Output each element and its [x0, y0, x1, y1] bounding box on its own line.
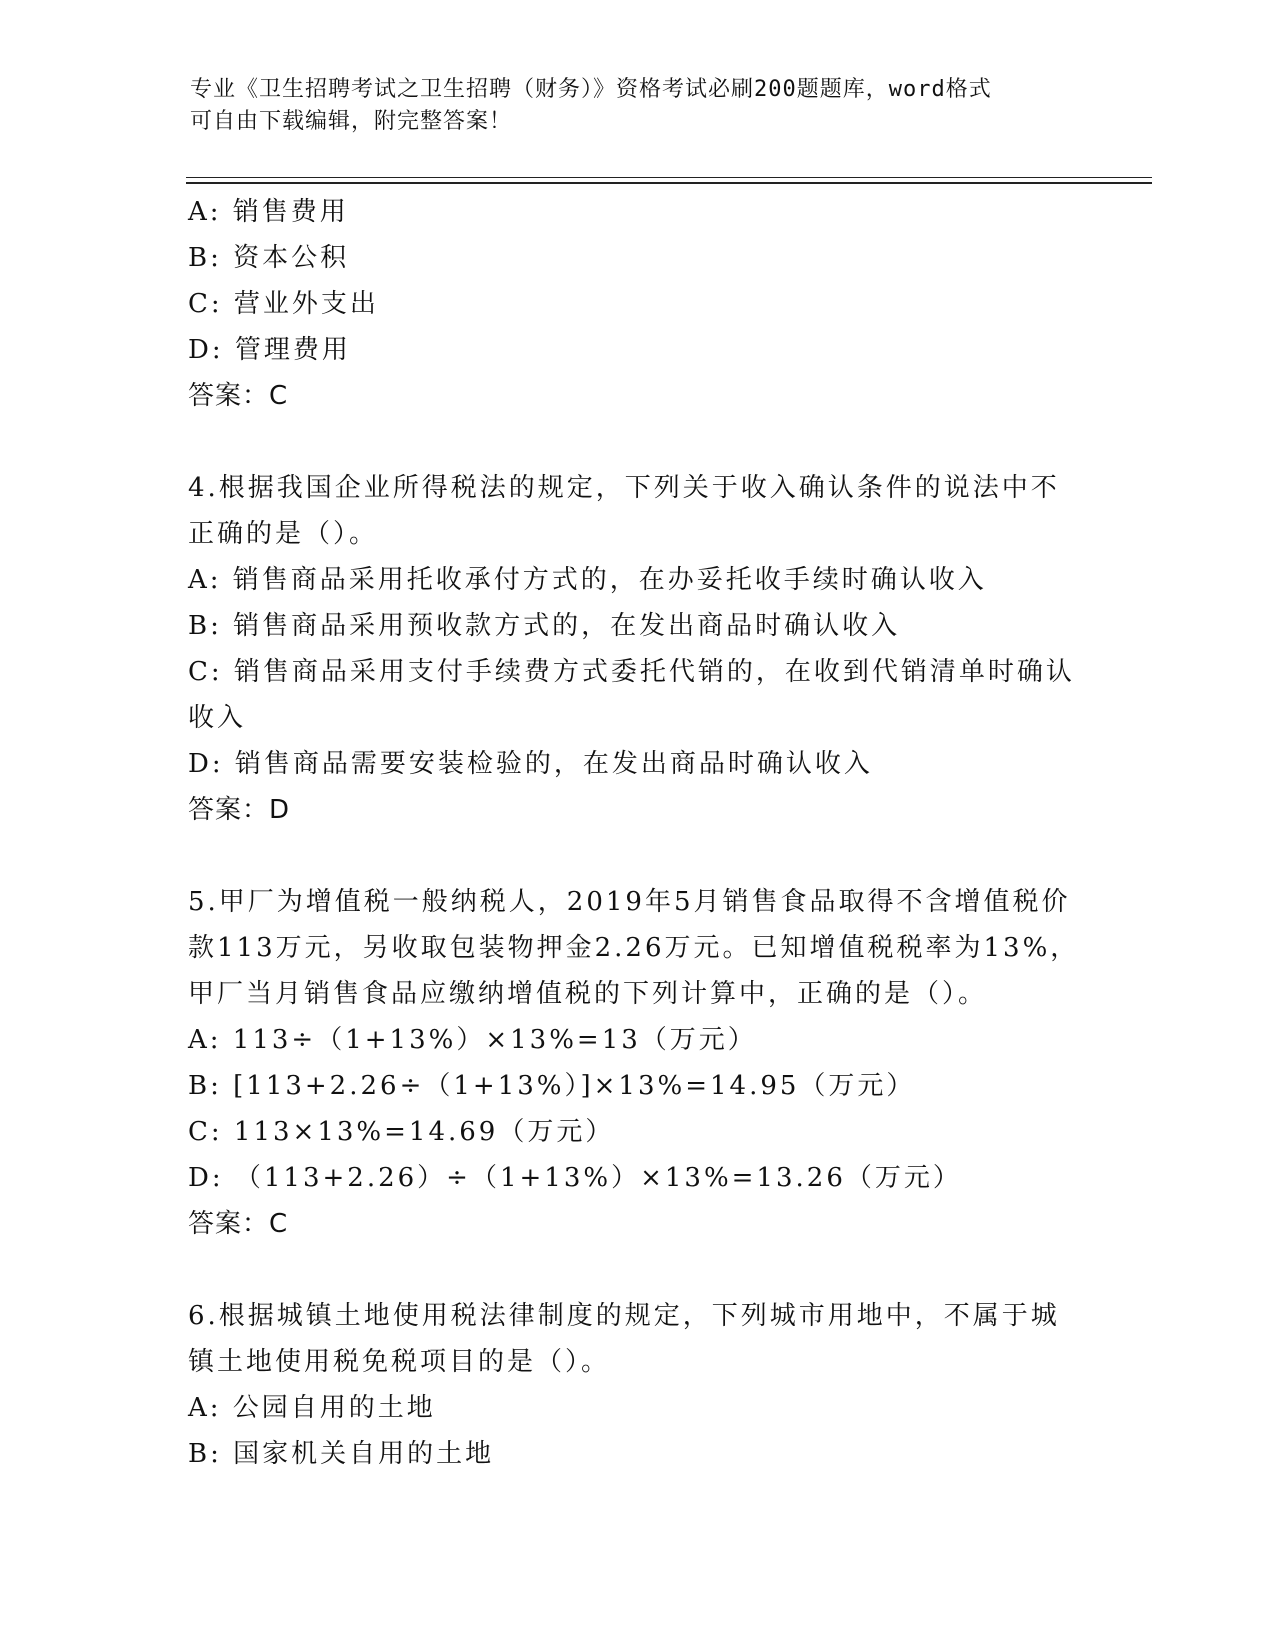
question-stem: 6.根据城镇土地使用税法律制度的规定，下列城市用地中，不属于城 — [188, 1301, 1060, 1331]
option-c: C: 113×13%=14.69（万元） — [188, 1117, 615, 1147]
header-line-1: 专业《卫生招聘考试之卫生招聘（财务）》资格考试必刷200题题库，word格式 — [190, 77, 992, 102]
question-5 — [188, 879, 1088, 1247]
question-stem-cont: 镇土地使用税免税项目的是（）。 — [188, 1347, 611, 1377]
header-rule-bottom — [186, 182, 1152, 184]
option-b: B: 资本公积 — [188, 243, 350, 273]
option-c: C: 销售商品采用支付手续费方式委托代销的，在收到代销清单时确认 — [188, 657, 1075, 687]
option-b: B: [113+2.26÷（1+13%）]×13%=14.95（万元） — [188, 1071, 916, 1101]
question-4 — [188, 465, 1088, 833]
header-rule-top — [186, 177, 1152, 178]
option-c-cont: 收入 — [188, 703, 247, 733]
option-b: B: 销售商品采用预收款方式的，在发出商品时确认收入 — [188, 611, 901, 641]
option-a: A: 113÷（1+13%）×13%=13（万元） — [188, 1025, 757, 1055]
question-stem: 5.甲厂为增值税一般纳税人，2019年5月销售食品取得不含增值税价 — [188, 887, 1071, 917]
option-c: C: 营业外支出 — [188, 289, 379, 319]
option-b: B: 国家机关自用的土地 — [188, 1439, 495, 1469]
page-header — [190, 74, 1070, 138]
option-a: A: 销售费用 — [188, 197, 349, 227]
option-d: D: 管理费用 — [188, 335, 351, 365]
question-6 — [188, 1293, 1088, 1477]
answer: 答案：C — [188, 1209, 289, 1239]
question-3 — [188, 189, 1088, 419]
header-line-2: 可自由下载编辑，附完整答案！ — [190, 109, 513, 134]
question-stem-cont: 正确的是（）。 — [188, 519, 379, 549]
answer: 答案：C — [188, 381, 289, 411]
option-d: D: 销售商品需要安装检验的，在发出商品时确认收入 — [188, 749, 873, 779]
option-a: A: 销售商品采用托收承付方式的，在办妥托收手续时确认收入 — [188, 565, 987, 595]
answer: 答案：D — [188, 795, 291, 825]
option-a: A: 公园自用的土地 — [188, 1393, 436, 1423]
option-d: D: （113+2.26）÷（1+13%）×13%=13.26（万元） — [188, 1163, 962, 1193]
question-stem-cont: 款113万元，另收取包装物押金2.26万元。已知增值税税率为13%， — [188, 933, 1080, 963]
question-stem-cont: 甲厂当月销售食品应缴纳增值税的下列计算中，正确的是（）。 — [188, 979, 988, 1009]
question-stem: 4.根据我国企业所得税法的规定，下列关于收入确认条件的说法中不 — [188, 473, 1060, 503]
document-body — [188, 189, 1088, 1477]
